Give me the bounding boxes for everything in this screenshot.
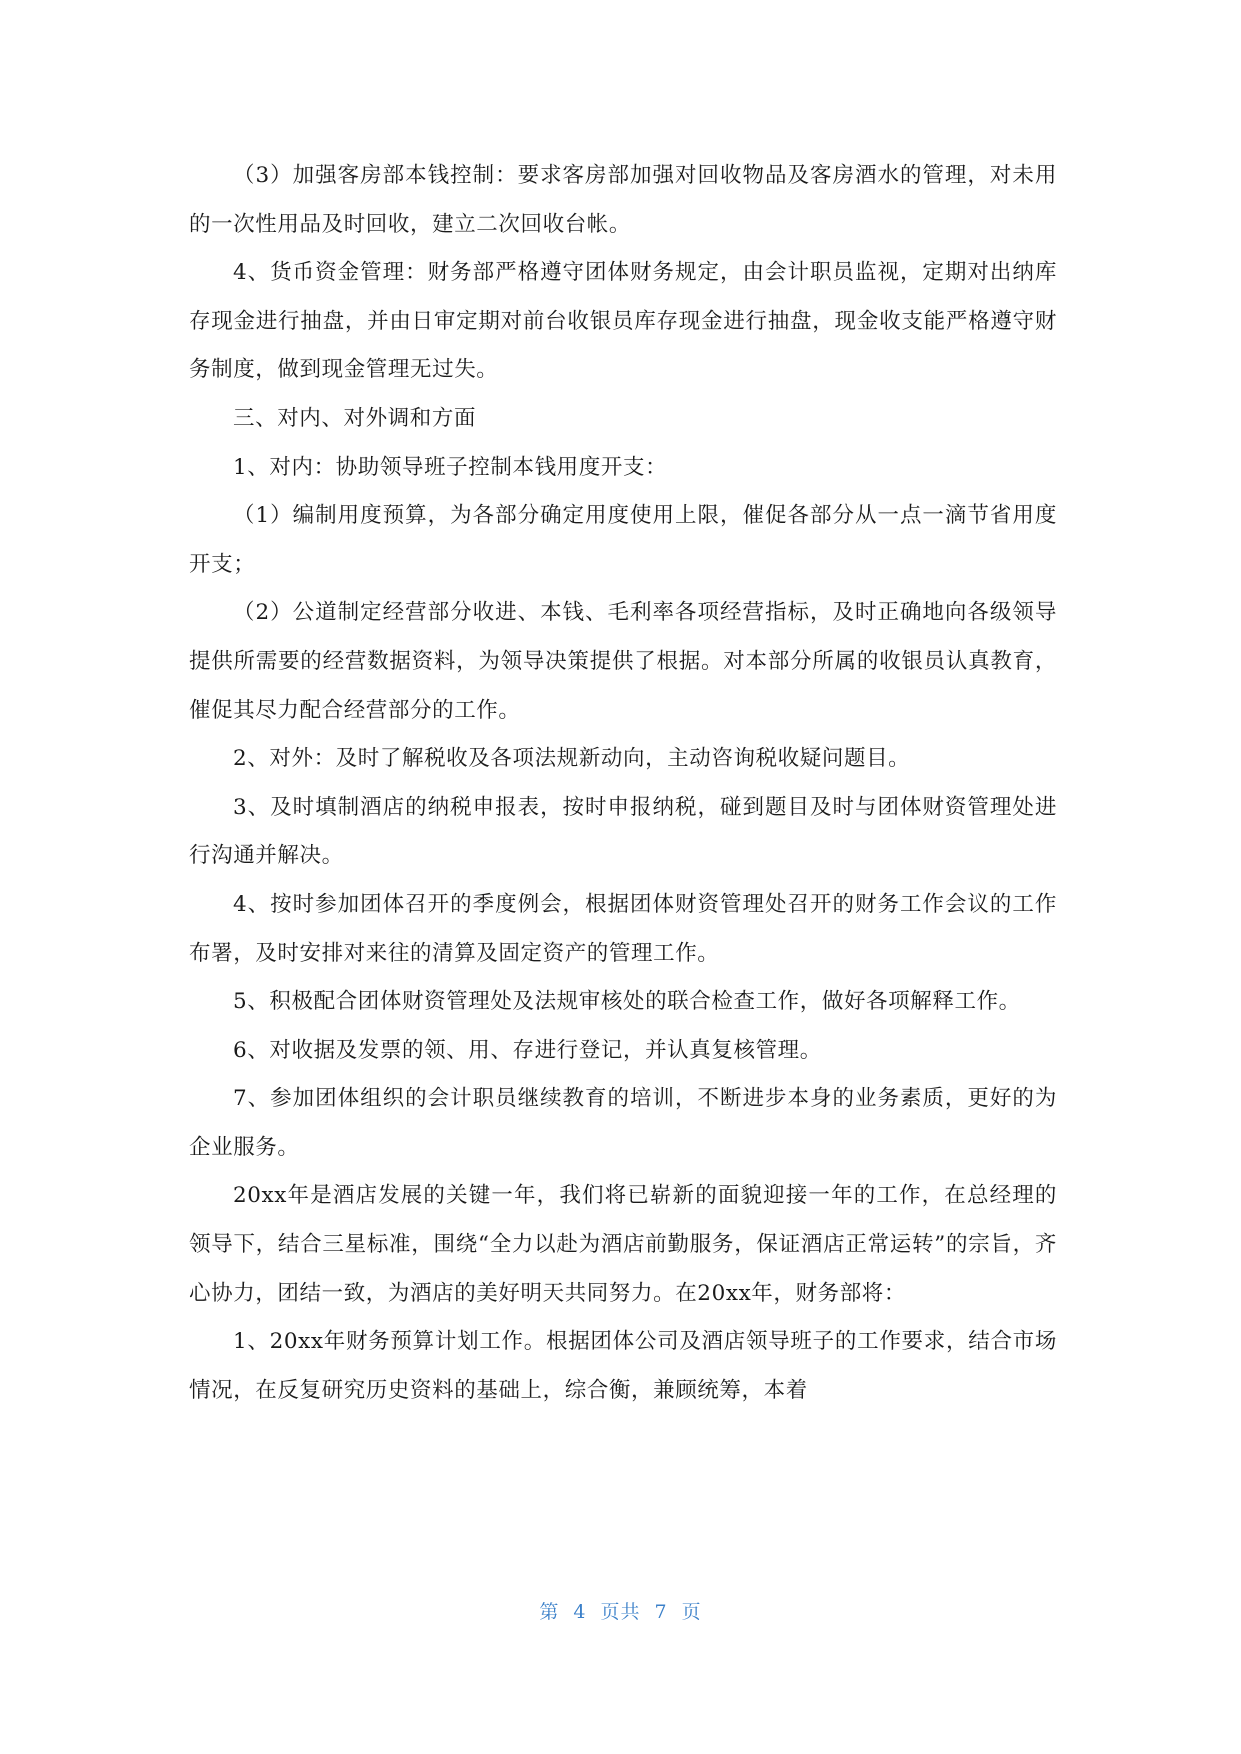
document-body bbox=[189, 152, 1057, 1415]
paragraph-quarterly-meeting: 4、按时参加团体召开的季度例会，根据团体财资管理处召开的财务工作会议的工作布署，及时安排对来往的清算及固定资产的管理工作。 bbox=[189, 891, 1057, 966]
footer-current-page: 4 bbox=[573, 1601, 587, 1623]
paragraph-external: 2、对外：及时了解税收及各项法规新动向，主动咨询税收疑问题目。 bbox=[233, 746, 911, 772]
paragraph-guest-room-cost-control: （3）加强客房部本钱控制：要求客房部加强对回收物品及客房酒水的管理，对未用的一次性用品及时回收，建立二次回收台帐。 bbox=[189, 163, 1057, 237]
footer-suffix: 页 bbox=[681, 1601, 702, 1623]
section-heading-internal-external: 三、对内、对外调和方面 bbox=[233, 405, 477, 431]
footer-prefix: 第 bbox=[539, 1601, 560, 1623]
paragraph-continuing-education: 7、参加团体组织的会计职员继续教育的培训，不断进步本身的业务素质，更好的为企业服务。 bbox=[189, 1086, 1057, 1160]
paragraph-operating-indicators: （2）公道制定经营部分收进、本钱、毛利率各项经营指标，及时正确地向各级领导提供所需要的经营数据资料，为领导决策提供了根据。对本部分所属的收银员认真教育，催促其尽力配合经营部分的工作。 bbox=[189, 600, 1057, 723]
page-footer bbox=[0, 1597, 1241, 1624]
paragraph-budget-preparation: （1）编制用度预算，为各部分确定用度使用上限，催促各部分从一点一滴节省用度开支； bbox=[189, 503, 1057, 577]
paragraph-joint-inspection: 5、积极配合团体财资管理处及法规审核处的联合检查工作，做好各项解释工作。 bbox=[233, 989, 1021, 1015]
paragraph-tax-filing: 3、及时填制酒店的纳税申报表，按时申报纳税，碰到题目及时与团体财资管理处进行沟通并解决。 bbox=[189, 794, 1057, 869]
footer-total-pages: 7 bbox=[654, 1601, 668, 1623]
paragraph-year-outlook: 20xx年是酒店发展的关键一年，我们将已崭新的面貌迎接一年的工作，在总经理的领导下，结合三星标准，围绕“全力以赴为酒店前勤服务，保证酒店正常运转”的宗旨，齐心协力，团结一致，为酒店的美好明天共同努力。在20xx年，财务部将： bbox=[189, 1183, 1057, 1306]
footer-middle: 页共 bbox=[600, 1601, 641, 1623]
paragraph-monetary-fund-management: 4、货币资金管理：财务部严格遵守团体财务规定，由会计职员监视，定期对出纳库存现金进行抽盘，并由日审定期对前台收银员库存现金进行抽盘，现金收支能严格遵守财务制度，做到现金管理无过失。 bbox=[189, 260, 1057, 383]
paragraph-internal: 1、对内：协助领导班子控制本钱用度开支： bbox=[233, 454, 668, 480]
paragraph-budget-plan: 1、20xx年财务预算计划工作。根据团体公司及酒店领导班子的工作要求，结合市场情况，在反复研究历史资料的基础上，综合衡，兼顾统筹，本着 bbox=[189, 1329, 1057, 1403]
paragraph-receipts-invoices: 6、对收据及发票的领、用、存进行登记，并认真复核管理。 bbox=[233, 1037, 822, 1063]
